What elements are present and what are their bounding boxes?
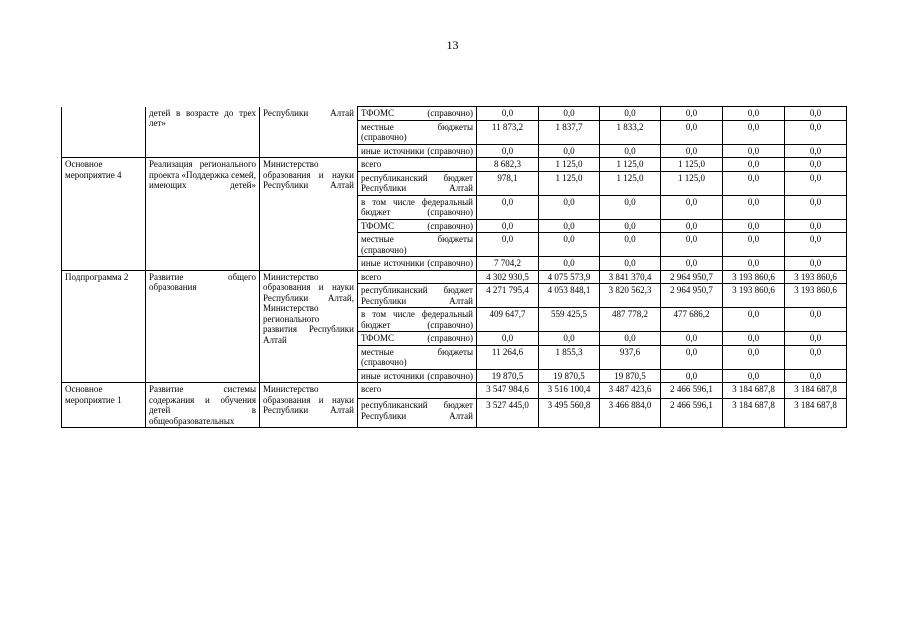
budget-table — [61, 106, 847, 428]
measure-cell: Реализация регионального проекта «Поддержка семей, имеющих детей» — [146, 158, 260, 271]
amount-cell: 2 466 596,1 — [661, 399, 723, 428]
amount-cell: 0,0 — [600, 107, 661, 121]
amount-cell: 3 193 860,6 — [723, 270, 785, 284]
amount-cell: 3 516 100,4 — [539, 383, 600, 399]
amount-cell: 0,0 — [477, 107, 539, 121]
program-cell: Основное мероприятие 1 — [62, 383, 146, 428]
executor-cell: Министерство образования и науки Республики Алтай — [260, 383, 358, 428]
source-label: республиканский бюджет Республики Алтай — [358, 284, 477, 308]
amount-cell: 0,0 — [600, 144, 661, 158]
amount-cell: 0,0 — [785, 158, 847, 172]
amount-cell: 0,0 — [600, 257, 661, 271]
amount-cell: 0,0 — [723, 158, 785, 172]
source-label: местные бюджеты (справочно) — [358, 233, 477, 257]
source-label: республиканский бюджет Республики Алтай — [358, 399, 477, 428]
amount-cell: 4 053 848,1 — [539, 284, 600, 308]
amount-cell: 0,0 — [661, 332, 723, 346]
measure-cell: детей в возрасте до трех лет» — [146, 107, 260, 158]
amount-cell: 0,0 — [785, 332, 847, 346]
amount-cell: 0,0 — [723, 107, 785, 121]
amount-cell: 3 820 562,3 — [600, 284, 661, 308]
amount-cell: 0,0 — [600, 195, 661, 219]
amount-cell: 3 841 370,4 — [600, 270, 661, 284]
amount-cell: 3 184 687,8 — [785, 399, 847, 428]
amount-cell: 487 778,2 — [600, 308, 661, 332]
amount-cell: 0,0 — [785, 369, 847, 383]
amount-cell: 0,0 — [539, 219, 600, 233]
amount-cell: 1 837,7 — [539, 120, 600, 144]
amount-cell: 0,0 — [723, 257, 785, 271]
amount-cell: 3 193 860,6 — [723, 284, 785, 308]
amount-cell: 0,0 — [477, 332, 539, 346]
amount-cell: 1 125,0 — [661, 171, 723, 195]
amount-cell: 1 125,0 — [539, 171, 600, 195]
amount-cell: 2 466 596,1 — [661, 383, 723, 399]
amount-cell: 0,0 — [661, 195, 723, 219]
amount-cell: 0,0 — [785, 171, 847, 195]
table-row — [62, 107, 847, 121]
table-row — [62, 158, 847, 172]
amount-cell: 19 870,5 — [600, 369, 661, 383]
amount-cell: 3 184 687,8 — [723, 399, 785, 428]
executor-cell: Министерство образования и науки Республики Алтай — [260, 158, 358, 271]
amount-cell: 0,0 — [723, 369, 785, 383]
amount-cell: 0,0 — [723, 345, 785, 369]
amount-cell: 0,0 — [785, 308, 847, 332]
amount-cell: 11 264,6 — [477, 345, 539, 369]
amount-cell: 0,0 — [723, 332, 785, 346]
amount-cell: 1 125,0 — [539, 158, 600, 172]
amount-cell: 3 527 445,0 — [477, 399, 539, 428]
amount-cell: 559 425,5 — [539, 308, 600, 332]
amount-cell: 0,0 — [785, 120, 847, 144]
amount-cell: 978,1 — [477, 171, 539, 195]
amount-cell: 0,0 — [785, 107, 847, 121]
amount-cell: 0,0 — [661, 345, 723, 369]
amount-cell: 3 547 984,6 — [477, 383, 539, 399]
measure-cell: Развитие системы содержания и обучения детей в общеобразовательных — [146, 383, 260, 428]
amount-cell: 7 704,2 — [477, 257, 539, 271]
amount-cell: 0,0 — [723, 195, 785, 219]
source-label: ТФОМС (справочно) — [358, 332, 477, 346]
amount-cell: 0,0 — [723, 308, 785, 332]
amount-cell: 0,0 — [785, 345, 847, 369]
source-label: ТФОМС (справочно) — [358, 219, 477, 233]
source-label: местные бюджеты (справочно) — [358, 120, 477, 144]
source-label: всего — [358, 383, 477, 399]
amount-cell: 1 855,3 — [539, 345, 600, 369]
amount-cell: 3 193 860,6 — [785, 270, 847, 284]
amount-cell: 0,0 — [477, 144, 539, 158]
source-label: в том числе федеральный бюджет (справочно) — [358, 195, 477, 219]
amount-cell: 0,0 — [723, 144, 785, 158]
amount-cell: 0,0 — [539, 233, 600, 257]
amount-cell: 409 647,7 — [477, 308, 539, 332]
source-label: республиканский бюджет Республики Алтай — [358, 171, 477, 195]
amount-cell: 0,0 — [661, 219, 723, 233]
executor-cell: Республики Алтай — [260, 107, 358, 158]
amount-cell: 0,0 — [785, 195, 847, 219]
amount-cell: 0,0 — [539, 107, 600, 121]
amount-cell: 0,0 — [539, 195, 600, 219]
amount-cell: 0,0 — [661, 107, 723, 121]
amount-cell: 8 682,3 — [477, 158, 539, 172]
program-cell — [62, 107, 146, 158]
amount-cell: 0,0 — [785, 144, 847, 158]
amount-cell: 0,0 — [477, 195, 539, 219]
amount-cell: 0,0 — [723, 120, 785, 144]
amount-cell: 11 873,2 — [477, 120, 539, 144]
amount-cell: 0,0 — [785, 219, 847, 233]
amount-cell: 0,0 — [539, 332, 600, 346]
amount-cell: 0,0 — [600, 219, 661, 233]
amount-cell: 937,6 — [600, 345, 661, 369]
amount-cell: 0,0 — [661, 369, 723, 383]
amount-cell: 2 964 950,7 — [661, 270, 723, 284]
source-label: иные источники (справочно) — [358, 257, 477, 271]
amount-cell: 0,0 — [785, 257, 847, 271]
amount-cell: 2 964 950,7 — [661, 284, 723, 308]
source-label: иные источники (справочно) — [358, 144, 477, 158]
amount-cell: 19 870,5 — [477, 369, 539, 383]
amount-cell: 1 125,0 — [600, 171, 661, 195]
amount-cell: 0,0 — [723, 233, 785, 257]
source-label: всего — [358, 270, 477, 284]
amount-cell: 0,0 — [600, 332, 661, 346]
amount-cell: 1 125,0 — [600, 158, 661, 172]
amount-cell: 0,0 — [539, 144, 600, 158]
amount-cell: 4 271 795,4 — [477, 284, 539, 308]
program-cell: Подпрограмма 2 — [62, 270, 146, 383]
source-label: в том числе федеральный бюджет (справочно) — [358, 308, 477, 332]
amount-cell: 1 125,0 — [661, 158, 723, 172]
measure-cell: Развитие общего образования — [146, 270, 260, 383]
table-row — [62, 383, 847, 399]
amount-cell: 0,0 — [723, 171, 785, 195]
amount-cell: 0,0 — [723, 219, 785, 233]
amount-cell: 3 184 687,8 — [785, 383, 847, 399]
amount-cell: 0,0 — [661, 257, 723, 271]
amount-cell: 0,0 — [477, 219, 539, 233]
source-label: иные источники (справочно) — [358, 369, 477, 383]
program-cell: Основное мероприятие 4 — [62, 158, 146, 271]
amount-cell: 3 184 687,8 — [723, 383, 785, 399]
amount-cell: 0,0 — [477, 233, 539, 257]
source-label: всего — [358, 158, 477, 172]
source-label: ТФОМС (справочно) — [358, 107, 477, 121]
amount-cell: 0,0 — [539, 257, 600, 271]
amount-cell: 3 193 860,6 — [785, 284, 847, 308]
amount-cell: 4 302 930,5 — [477, 270, 539, 284]
amount-cell: 477 686,2 — [661, 308, 723, 332]
amount-cell: 0,0 — [785, 233, 847, 257]
page-number: 13 — [446, 38, 459, 52]
amount-cell: 0,0 — [600, 233, 661, 257]
amount-cell: 4 075 573,9 — [539, 270, 600, 284]
amount-cell: 3 466 884,0 — [600, 399, 661, 428]
table-row — [62, 270, 847, 284]
source-label: местные бюджеты (справочно) — [358, 345, 477, 369]
amount-cell: 0,0 — [661, 233, 723, 257]
amount-cell: 0,0 — [661, 120, 723, 144]
amount-cell: 0,0 — [661, 144, 723, 158]
amount-cell: 3 495 560,8 — [539, 399, 600, 428]
amount-cell: 19 870,5 — [539, 369, 600, 383]
amount-cell: 3 487 423,6 — [600, 383, 661, 399]
amount-cell: 1 833,2 — [600, 120, 661, 144]
executor-cell: Министерство образования и науки Республики Алтай, Министерство регионального развития Республики Алтай — [260, 270, 358, 383]
